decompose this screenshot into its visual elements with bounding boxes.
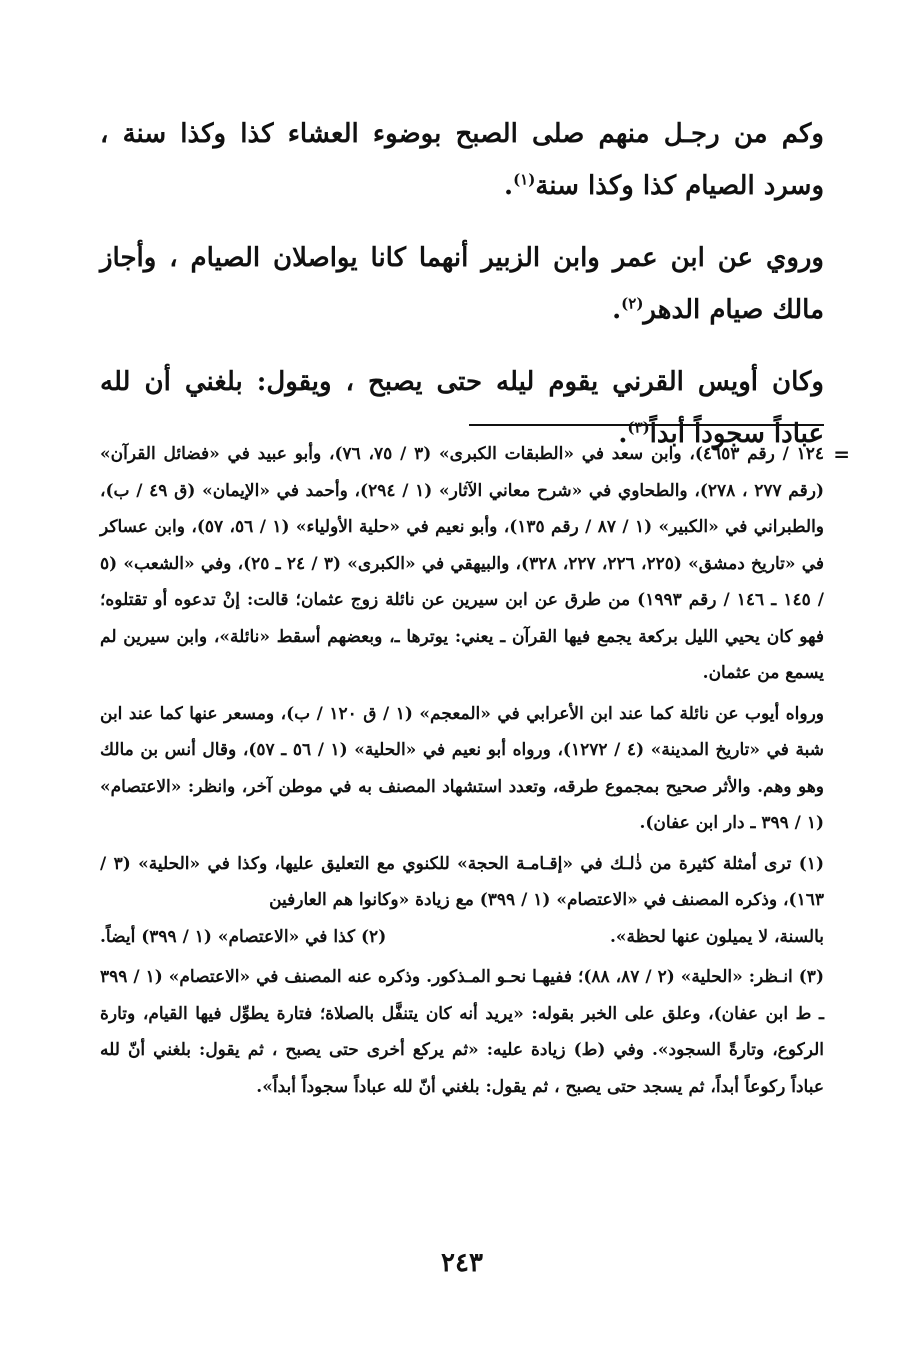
footnote-1-body: (١) ترى أمثلة كثيرة من ذٰلـك في «إقـامـة الحجة» للكنوي مع التعليق عليها، وكذا في «الحلية» (٣ / ١٦٣)، وذكره المصنف في «الاعتصام» (١ / ٣٩٩) مع زيادة «وكانوا هم العارفين bbox=[100, 853, 824, 910]
page-number: ٢٤٣ bbox=[441, 1248, 483, 1278]
continuation-mark: = bbox=[833, 442, 850, 466]
paragraph-end: . bbox=[612, 295, 622, 325]
paragraph-text: وكم من رجـل منهم صلى الصبح بوضوء العشاء كذا وكذا سنة ، وسرد الصيام كذا وكذا سنة bbox=[100, 119, 824, 201]
paragraph-text: وكان أويس القرني يقوم ليله حتى يصبح ، ويقول: بلغني أن لله عباداً سجوداً أبداً bbox=[100, 367, 824, 449]
paragraph-end: . bbox=[618, 419, 628, 449]
footnote-continuation-text-1: ١٢٤ / رقم ٤٦٥٣)، وابن سعد في «الطبقات الكبرى» (٣ / ٧٥، ٧٦)، وأبو عبيد في «فضائل القرآن» (رقم ٢٧٧ ، ٢٧٨)، والطحاوي في «شرح معاني الآثار» (١ / ٢٩٤)، وأحمد في «الإيمان» (ق ٤٩ / ب)، والطبراني في «الكبير» (١ / ٨٧ / رقم ١٣٥)، وأبو نعيم في «حلية الأولياء» (١ / ٥٦، ٥٧)، وابن عساكر في «تاريخ دمشق» (٢٢٥، ٢٢٦، ٢٢٧، ٣٢٨)، والبيهقي في «الكبرى» (٣ / ٢٤ ـ ٢٥)، وفي «الشعب» (٥ / ١٤٥ ـ ١٤٦ / رقم ١٩٩٣) من طرق عن ابن سيرين عن نائلة زوج عثمان؛ قالت: إنْ تدعوه أو تقتلوه؛ فهو كان يحيي الليل بركعة يجمع فيها القرآن ـ يعني: يوترها ـ، وبعضهم أسقط «نائلة»، وابن سيرين لم يسمع من عثمان. bbox=[100, 444, 825, 683]
paragraph-text: وروي عن ابن عمر وابن الزبير أنهما كانا يواصلان الصيام ، وأجاز مالك صيام الدهر bbox=[100, 243, 824, 325]
footnotes bbox=[100, 436, 850, 1105]
footnote-ref-2[interactable]: (٢) bbox=[621, 294, 644, 313]
main-paragraph-2 bbox=[100, 232, 824, 336]
footnote-1-end: بالسنة، لا يميلون عنها لحظة». bbox=[610, 926, 824, 947]
footnote-continuation bbox=[100, 436, 850, 692]
paragraph-end: . bbox=[504, 171, 514, 201]
footnote-row-1-2 bbox=[100, 919, 824, 956]
footnote-3: (٣) انـظر: «الحلية» (٢ / ٨٧، ٨٨)؛ ففيهـا نحـو المـذكور. وذكره عنه المصنف في «الاعتصام» (١ / ٣٩٩ ـ ط ابن عفان)، وعلق على الخبر بقوله: «يريد أنه كان يتنفَّل بالصلاة؛ فتارة يطوِّل فيها القيام، وتارة الركوع، وتارةً السجود». وفي (ط) زيادة عليه: «ثم يركع أخرى حتى يصبح ، ثم يقول: بلغني أنّ لله عباداً ركوعاً أبداً، ثم يسجد حتى يصبح ، ثم يقول: بلغني أنّ لله عباداً سجوداً أبداً». bbox=[100, 967, 824, 1097]
footnote-separator bbox=[469, 424, 824, 426]
main-paragraph-1 bbox=[100, 108, 824, 212]
footnote-ref-1[interactable]: (١) bbox=[513, 170, 536, 189]
footnote-ref-3[interactable]: (٣) bbox=[627, 418, 650, 437]
footnote-2: (٢) كذا في «الاعتصام» (١ / ٣٩٩) أيضاً. bbox=[100, 926, 387, 947]
footnote-continuation-text-2: ورواه أيوب عن نائلة كما عند ابن الأعرابي في «المعجم» (١ / ق ١٢٠ / ب)، ومسعر عنها كما عند ابن شبة في «تاريخ المدينة» (٤ / ١٢٧٢)، ورواه أبو نعيم في «الحلية» (١ / ٥٦ ـ ٥٧)، وقال أنس بن مالك وهو وهم. والأثر صحيح بمجموع طرقه، وتعدد استشهاد المصنف به في موطن آخر، وانظر: «الاعتصام» (١ / ٣٩٩ ـ دار ابن عفان). bbox=[100, 703, 825, 833]
